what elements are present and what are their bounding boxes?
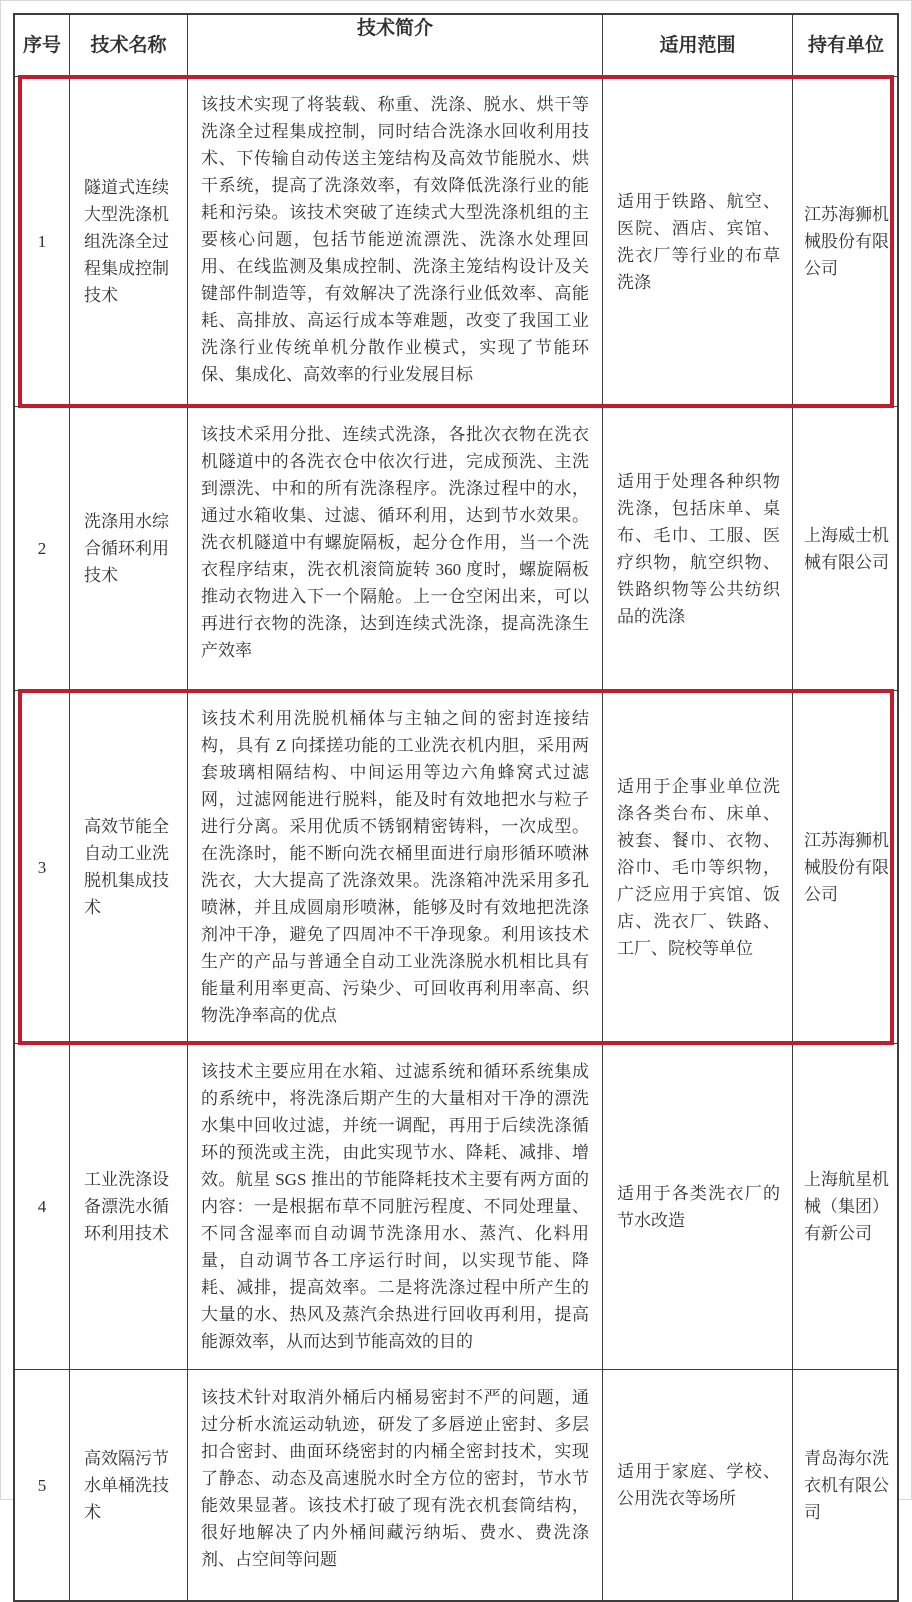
table-row — [15, 691, 897, 1044]
table-row — [15, 407, 897, 691]
tech-intro-cell — [188, 1370, 603, 1600]
holder-cell: 上海威士机械有限公司 — [804, 525, 889, 572]
table-header-row — [15, 15, 897, 77]
table-row — [15, 1044, 897, 1370]
row-number-cell: 5 — [15, 1370, 70, 1600]
row-number-cell: 3 — [15, 691, 70, 1043]
tech-intro-cell — [188, 691, 603, 1043]
tech-intro-cell — [188, 77, 603, 406]
tech-intro-text: 该技术主要应用在水箱、过滤系统和循环系统集成的系统中，将洗涤后期产生的大量相对干净的漂洗水集中回收过滤，并统一调配，再用于后续洗涤循环的预洗或主洗，由此实现节水、降耗、减排、增效。航星 SGS 推出的节能降耗技术主要有两方面的内容：一是根据布草不同脏污程度、不同处理量、不同含湿率而自动调节洗涤用水、蒸汽、化料用量，自动调节各工序运行时间，以实现节能、降耗、减排，提高效率。二是将洗涤过程中所产生的大量的水、热风及蒸汽余热进行回收再利用，提高能源效率，从而达到节能高效的目的 — [201, 1062, 589, 1351]
scope-cell: 适用于企事业单位洗涤各类台布、床单、被套、餐巾、衣物、浴巾、毛巾等织物，广泛应用于宾馆、饭店、洗衣厂、铁路、工厂、院校等单位 — [603, 691, 793, 1043]
tech-name-cell: 隧道式连续大型洗涤机组洗涤全过程集成控制技术 — [70, 77, 188, 406]
table-row — [15, 1370, 897, 1600]
technology-table — [13, 13, 899, 1602]
tech-name-cell: 高效隔污节水单桶洗技术 — [70, 1370, 188, 1600]
holder-cell: 江苏海狮机械股份有限公司 — [793, 77, 899, 406]
tech-name-cell: 工业洗涤设备漂洗水循环利用技术 — [70, 1044, 188, 1369]
header-tech-name: 技术名称 — [70, 15, 188, 76]
header-holder: 持有单位 — [807, 35, 884, 56]
tech-intro-cell — [188, 407, 603, 690]
row-number-cell: 4 — [15, 1044, 70, 1369]
scope-cell: 适用于处理各种织物洗涤，包括床单、桌布、毛巾、工服、医疗织物，航空织物、铁路织物等公共纺织品的洗涤 — [603, 407, 793, 690]
header-scope: 适用范围 — [603, 15, 793, 76]
tech-intro-text: 该技术针对取消外桶后内桶易密封不严的问题，通过分析水流运动轨迹，研发了多唇逆止密封、多层扣合密封、曲面环绕密封的内桶全密封技术，实现了静态、动态及高速脱水时全方位的密封，节水节能效果显著。该技术打破了现有洗衣机套筒结构，很好地解决了内外桶间藏污纳垢、费水、费洗涤剂、占空间等问题 — [201, 1388, 589, 1569]
row-number-cell: 2 — [15, 407, 70, 690]
holder-cell: 青岛海尔洗衣机有限公司 — [804, 1448, 889, 1522]
tech-intro-text: 该技术实现了将装载、称重、洗涤、脱水、烘干等洗涤全过程集成控制，同时结合洗涤水回收利用技术、下传输自动传送主笼结构及高效节能脱水、烘干系统，提高了洗涤效率，有效降低洗涤行业的能耗和污染。该技术突破了连续式大型洗涤机组的主要核心问题，包括节能逆流漂洗、洗涤水处理回用、在线监测及集成控制、洗涤主笼结构设计及关键部件制造等，有效解决了洗涤行业低效率、高能耗、高排放、高运行成本等难题，改变了我国工业洗涤行业传统单机分散作业模式，实现了节能环保、集成化、高效率的行业发展目标 — [201, 95, 589, 384]
holder-cell: 上海航星机械（集团）有新公司 — [804, 1170, 889, 1243]
holder-cell: 江苏海狮机械股份有限公司 — [793, 691, 899, 1043]
tech-intro-cell — [188, 1044, 603, 1369]
scope-cell: 适用于铁路、航空、医院、酒店、宾馆、洗衣厂等行业的布草洗涤 — [603, 77, 793, 406]
scope-cell: 适用于家庭、学校、公用洗衣等场所 — [603, 1370, 793, 1600]
tech-name-cell: 高效节能全自动工业洗脱机集成技术 — [70, 691, 188, 1043]
tech-intro-text: 该技术采用分批、连续式洗涤，各批次衣物在洗衣机隧道中的各洗衣仓中依次行进，完成预洗、主洗到漂洗、中和的所有洗涤程序。洗涤过程中的水，通过水箱收集、过滤、循环利用，达到节水效果。洗衣机隧道中有螺旋隔板，起分仓作用，当一个洗衣程序结束，洗衣机滚筒旋转 360 度时，螺旋隔板推动衣物进入下一个隔舱。上一仓空闲出来，可以再进行衣物的洗涤，达到连续式洗涤，提高洗涤生产效率 — [201, 425, 589, 660]
tech-name-cell: 洗涤用水综合循环利用技术 — [70, 407, 188, 690]
scope-cell: 适用于各类洗衣厂的节水改造 — [603, 1044, 793, 1369]
header-no: 序号 — [15, 15, 70, 76]
tech-intro-text: 该技术利用洗脱机桶体与主轴之间的密封连接结构，具有 Z 向揉搓功能的工业洗衣机内胆，采用两套玻璃相隔结构、中间运用等边六角蜂窝式过滤网，过滤网能进行脱料，能及时有效地把水与粒子进行分离。采用优质不锈钢精密铸料，一次成型。在洗涤时，能不断向洗衣桶里面进行扇形循环喷淋洗衣，大大提高了洗涤效果。洗涤箱冲洗采用多孔喷淋，并且成圆扇形喷淋，能够及时有效地把洗涤剂冲干净，避免了四周冲不干净现象。利用该技术生产的产品与普通全自动工业洗涤脱水机相比具有能量利用率更高、污染少、可回收再利用率高、织物洗净率高的优点 — [201, 709, 589, 1025]
row-number-cell: 1 — [15, 77, 70, 406]
table-row — [15, 77, 897, 407]
header-tech-intro: 技术简介 — [188, 15, 603, 76]
